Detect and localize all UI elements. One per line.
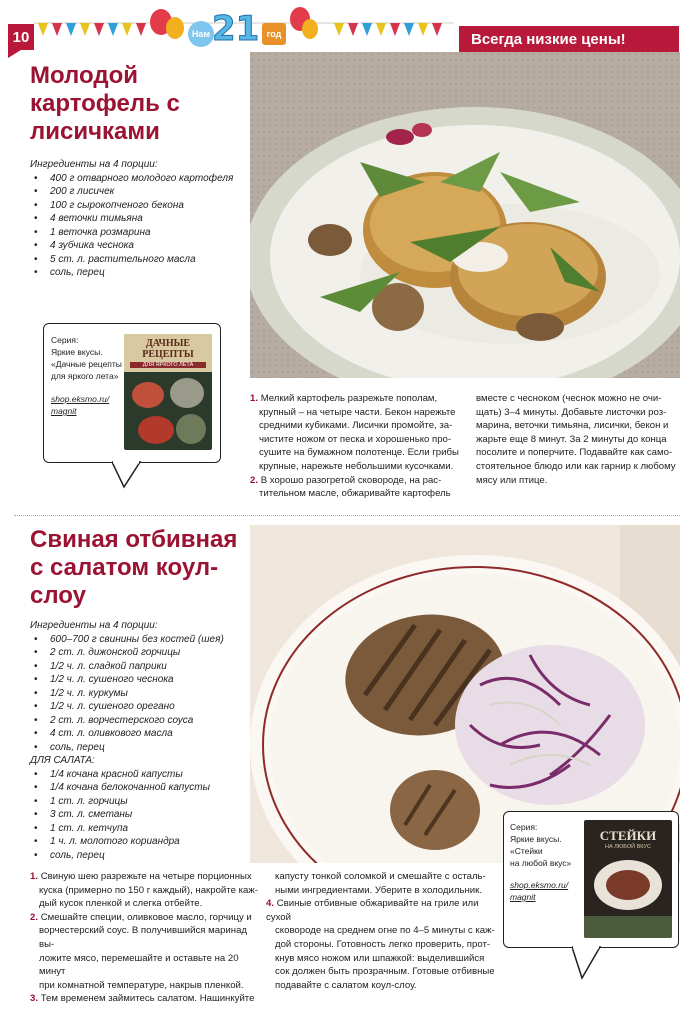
list-item: • 1/2 ч. л. сушеного чеснока [30,673,245,687]
ingredients-heading: Ингредиенты на 4 порции: [30,159,158,170]
callout-text [51,334,129,382]
logo-number: 21 [212,9,260,49]
recipe2-book-callout [503,811,679,948]
book-title: СТЕЙКИ [599,828,657,843]
step: 1. Мелкий картофель разрежьте пополам, [250,393,438,404]
recipe1-ingredients [30,158,245,280]
list-item: • 1/4 кочана красной капусты [30,768,245,782]
callout-text [510,821,586,869]
ingredients-list [30,633,245,755]
link-line[interactable]: shop.eksmo.ru/ [51,394,110,404]
step: 3. Тем временем займитесь салатом. Нашинкуйте [30,993,255,1005]
section-divider [14,515,680,516]
page-header [0,0,700,58]
balloon-icon [166,17,184,39]
list-item: • 1 ч. л. молотого кориандра [30,835,245,849]
recipe2-ingredients [30,619,245,862]
callout-tail [572,946,602,980]
book-cover [124,334,212,450]
step: 2. Смешайте специи, оливковое масло, горчицу и [30,911,252,923]
recipe2-title: Свиная отбивная с салатом коул-слоу [30,526,238,609]
step: 2. В хорошо разогретой сковороде, на рас- [250,474,442,486]
recipe2-steps-col2: капусту тонкой соломкой и смешайте с осталь- ными ингредиентами. Уберите в холодильник. 4. Свиные отбивные обжаривайте на гриле или сухой сковороде на среднем огне по 4–5 минуты с каж- дой стороны. Готовность легко проверить, прот- кнув мясо ножом или шпажкой: выделившийся сок должен быть прозрачным. Готовые отбивные подавайте с салатом коул-слоу. [266,871,495,991]
book-name-cont: на любой вкус» [510,858,572,868]
recipe1-steps-col1: 1. Мелкий картофель разрежьте пополам, крупный – на четыре части. Бекон нарежьте средними кубиками. Лисички промойте, за- чистите ножом от песка и хорошенько про- сушите на бумажном полотенце. Если грибы крупные, нарежьте небольшими кусочками. 2. В хорошо разогретой сковороде, на рас- тительном масле, обжаривайте картофель [250,392,468,501]
book-subtitle: НА ЛЮБОЙ ВКУС [604,844,652,850]
list-item: • 1/4 кочана белокочанной капусты [30,781,245,795]
salad-heading: ДЛЯ САЛАТА: [30,755,95,766]
salad-list [30,768,245,863]
list-item: • 400 г отварного молодого картофеля [30,172,245,186]
book-name: «Дачные рецепты [51,359,122,369]
book-subtitle: ДЛЯ ЯРКОГО ЛЕТА [130,362,206,368]
list-item: • 5 ст. л. растительного масла [30,253,245,267]
recipe1-steps-col2: вместе с чесноком (чеснок можно не очи- щать) 3–4 минуты. Добавьте листочки роз- марина, веточки тимьяна, лисички, бекон и жарьте еще 8 минут. За 2 минуты до конца посолите и поперчите. Подавайте как само- стоятельное блюдо или как гарнир к любому мясу или птице. [476,393,676,486]
step: 1. Свиную шею разрежьте на четыре порционных [30,871,252,882]
page-number-tail [8,50,34,58]
list-item: • 600–700 г свинины без костей (шея) [30,633,245,647]
list-item: • соль, перец [30,849,245,863]
shop-link[interactable] [51,393,129,417]
recipe1-photo [250,52,680,378]
list-item: • 200 г лисичек [30,185,245,199]
callout-tail [112,461,142,489]
list-item: • 4 веточки тимьяна [30,212,245,226]
list-item: • соль, перец [30,266,245,280]
ingredients-heading: Ингредиенты на 4 порции: [30,620,158,631]
balloon-icon [302,19,318,39]
book-title: ДАЧНЫЕ РЕЦЕПТЫ [142,338,194,360]
list-item: • 1/2 ч. л. сушеного орегано [30,700,245,714]
list-item: • 4 зубчика чеснока [30,239,245,253]
page-number: 10 [8,24,34,50]
list-item: • 4 ст. л. оливкового масла [30,727,245,741]
link-line[interactable]: shop.eksmo.ru/ [510,880,569,890]
shop-link[interactable] [510,879,586,903]
ingredients-list [30,172,245,280]
slogan-banner: Всегда низкие цены! [459,26,679,52]
series-label: Серия: [51,335,79,345]
series-name: Яркие вкусы. [510,834,562,844]
list-item: • 1 веточка розмарина [30,226,245,240]
list-item: • 2 ст. л. ворчестерского соуса [30,714,245,728]
step: 4. Свиные отбивные обжаривайте на гриле или сухой [266,898,479,923]
link-line[interactable]: magnit [510,892,536,902]
list-item: • 1/2 ч. л. сладкой паприки [30,660,245,674]
list-item: • 2 ст. л. дижонской горчицы [30,646,245,660]
logo-badge-left: Нам [188,21,214,47]
book-cover [584,820,672,938]
list-item: • 1 ст. л. кетчупа [30,822,245,836]
recipe2-steps-col1: 1. Свиную шею разрежьте на четыре порционных куска (примерно по 150 г каждый), накройте каж- дый кусок пленкой и слегка отбейте. 2. Смешайте специи, оливковое масло, горчицу и ворчестерский соус. В получившийся маринад вы- ложите мясо, перемешайте и оставьте на 20 минут при комнатной температуре, накрыв пленкой. 3. Тем временем займитесь салатом. Нашинкуйте [30,870,262,1006]
recipe1-book-callout [43,323,221,463]
recipe1-title: Молодой картофель с лисичками [30,62,180,145]
anniversary-logo [150,5,320,50]
logo-badge-right: год [262,23,286,45]
list-item: • 1/2 ч. л. куркумы [30,687,245,701]
list-item: • 3 ст. л. сметаны [30,808,245,822]
list-item: • соль, перец [30,741,245,755]
link-line[interactable]: magnit [51,406,77,416]
series-name: Яркие вкусы. [51,347,103,357]
book-name-cont: для яркого лета» [51,371,119,381]
list-item: • 1 ст. л. горчицы [30,795,245,809]
series-label: Серия: [510,822,538,832]
book-name: «Стейки [510,846,543,856]
list-item: • 100 г сырокопченого бекона [30,199,245,213]
